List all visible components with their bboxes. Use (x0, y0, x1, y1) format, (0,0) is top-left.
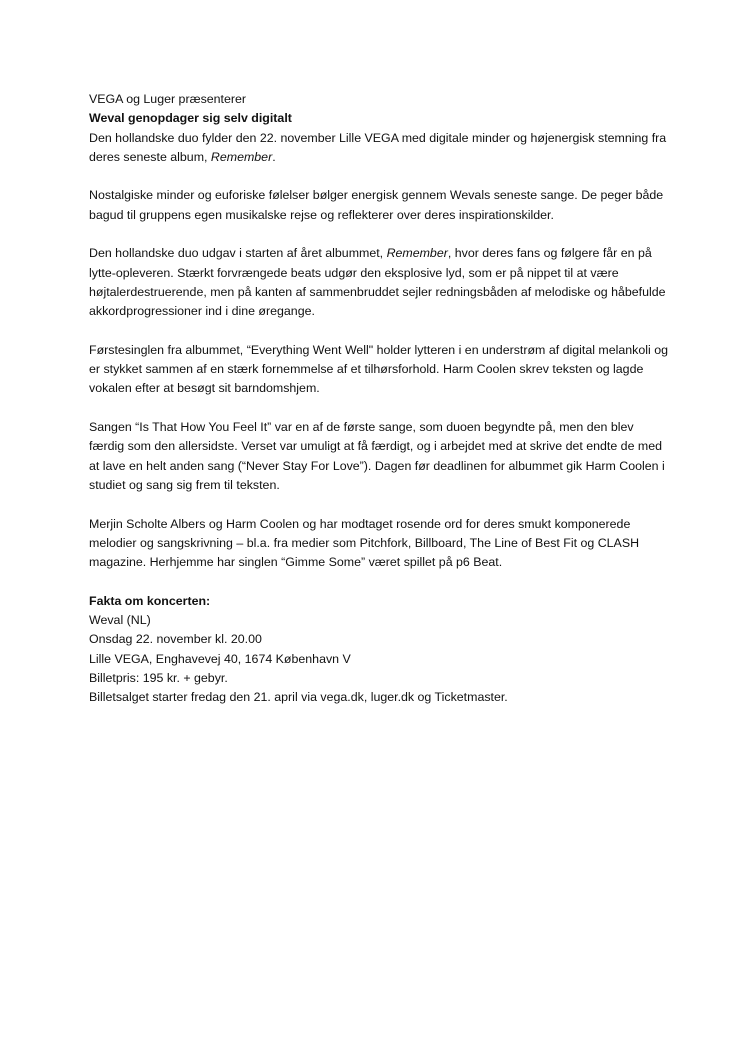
album-title: Remember (386, 246, 448, 261)
paragraph-nostalgia: Nostalgiske minder og euforiske følelser bølger energisk gennem Wevals seneste sange. De peger både bagud til gruppens egen musikalske rejse og reflekterer over deres inspirationskilder. (89, 188, 664, 222)
paragraph-gap (89, 495, 669, 514)
intro-text-end: . (272, 149, 276, 164)
album-release-text-start: Den hollandske duo udgav i starten af året albummet, (89, 246, 387, 261)
paragraph-gap (89, 167, 669, 186)
facts-line-venue: Lille VEGA, Enghavevej 40, 1674 København V (89, 651, 351, 666)
paragraph-press: Merjin Scholte Albers og Harm Coolen og har modtaget rosende ord for deres smukt komponerede melodier og sangskrivning – bl.a. fra medier som Pitchfork, Billboard, The Line of Best Fit og CLASH magazine. Herhjemme har singlen “Gimme Some” været spillet på p6 Beat. (89, 516, 640, 570)
album-release-text-end: , hvor deres fans og følgere får en på lytte-opleveren. Stærkt forvrængede beats udgør den eksplosive lyd, som er på nippet til at være højtalerdestruerende, men på kanten af sammenbruddet sejler redningsbåden af melodiske og håbefulde akkordprogressioner ind i dine øregange. (89, 246, 666, 319)
paragraph-gap (89, 225, 669, 244)
paragraph-song-story: Sangen “Is That How You Feel It” var en af de første sange, som duoen begyndte på, men den blev færdig som den allersidste. Verset var umuligt at få færdigt, og i arbejdet med at skrive det endte de med at lave en helt anden sang (“Never Stay For Love”). Dagen før deadlinen for albummet gik Harm Coolen i studiet og sang sig frem til teksten. (89, 420, 665, 492)
presenter-line: VEGA og Luger præsenterer (89, 92, 247, 106)
paragraph-gap (89, 572, 669, 591)
paragraph-gap (89, 399, 669, 418)
paragraph-album-release (89, 244, 669, 321)
intro-text-start: Den hollandske duo fylder den 22. november Lille VEGA med digitale minder og højenergisk stemning fra deres seneste album, (89, 130, 667, 164)
paragraph-gap (89, 322, 669, 341)
facts-heading: Fakta om koncerten: (89, 593, 211, 608)
facts-line-sales: Billetsalget starter fredag den 21. april via vega.dk, luger.dk og Ticketmaster. (89, 690, 508, 705)
intro-paragraph (89, 129, 669, 168)
facts-line-price: Billetpris: 195 kr. + gebyr. (89, 670, 228, 685)
album-title: Remember (210, 149, 273, 164)
paragraph-first-single: Førstesinglen fra albummet, “Everything Went Well" holder lytteren i en understrøm af digital melankoli og er stykket sammen af en stærk fornemmelse af et tilhørsforhold. Harm Coolen skrev teksten og lagde vokalen efter at besøgt sit barndomshjem. (89, 342, 668, 396)
press-release (89, 90, 669, 708)
facts-line-artist: Weval (NL) (89, 613, 151, 628)
facts-line-date: Onsdag 22. november kl. 20.00 (89, 632, 262, 647)
headline: Weval genopdager sig selv digitalt (89, 111, 292, 126)
